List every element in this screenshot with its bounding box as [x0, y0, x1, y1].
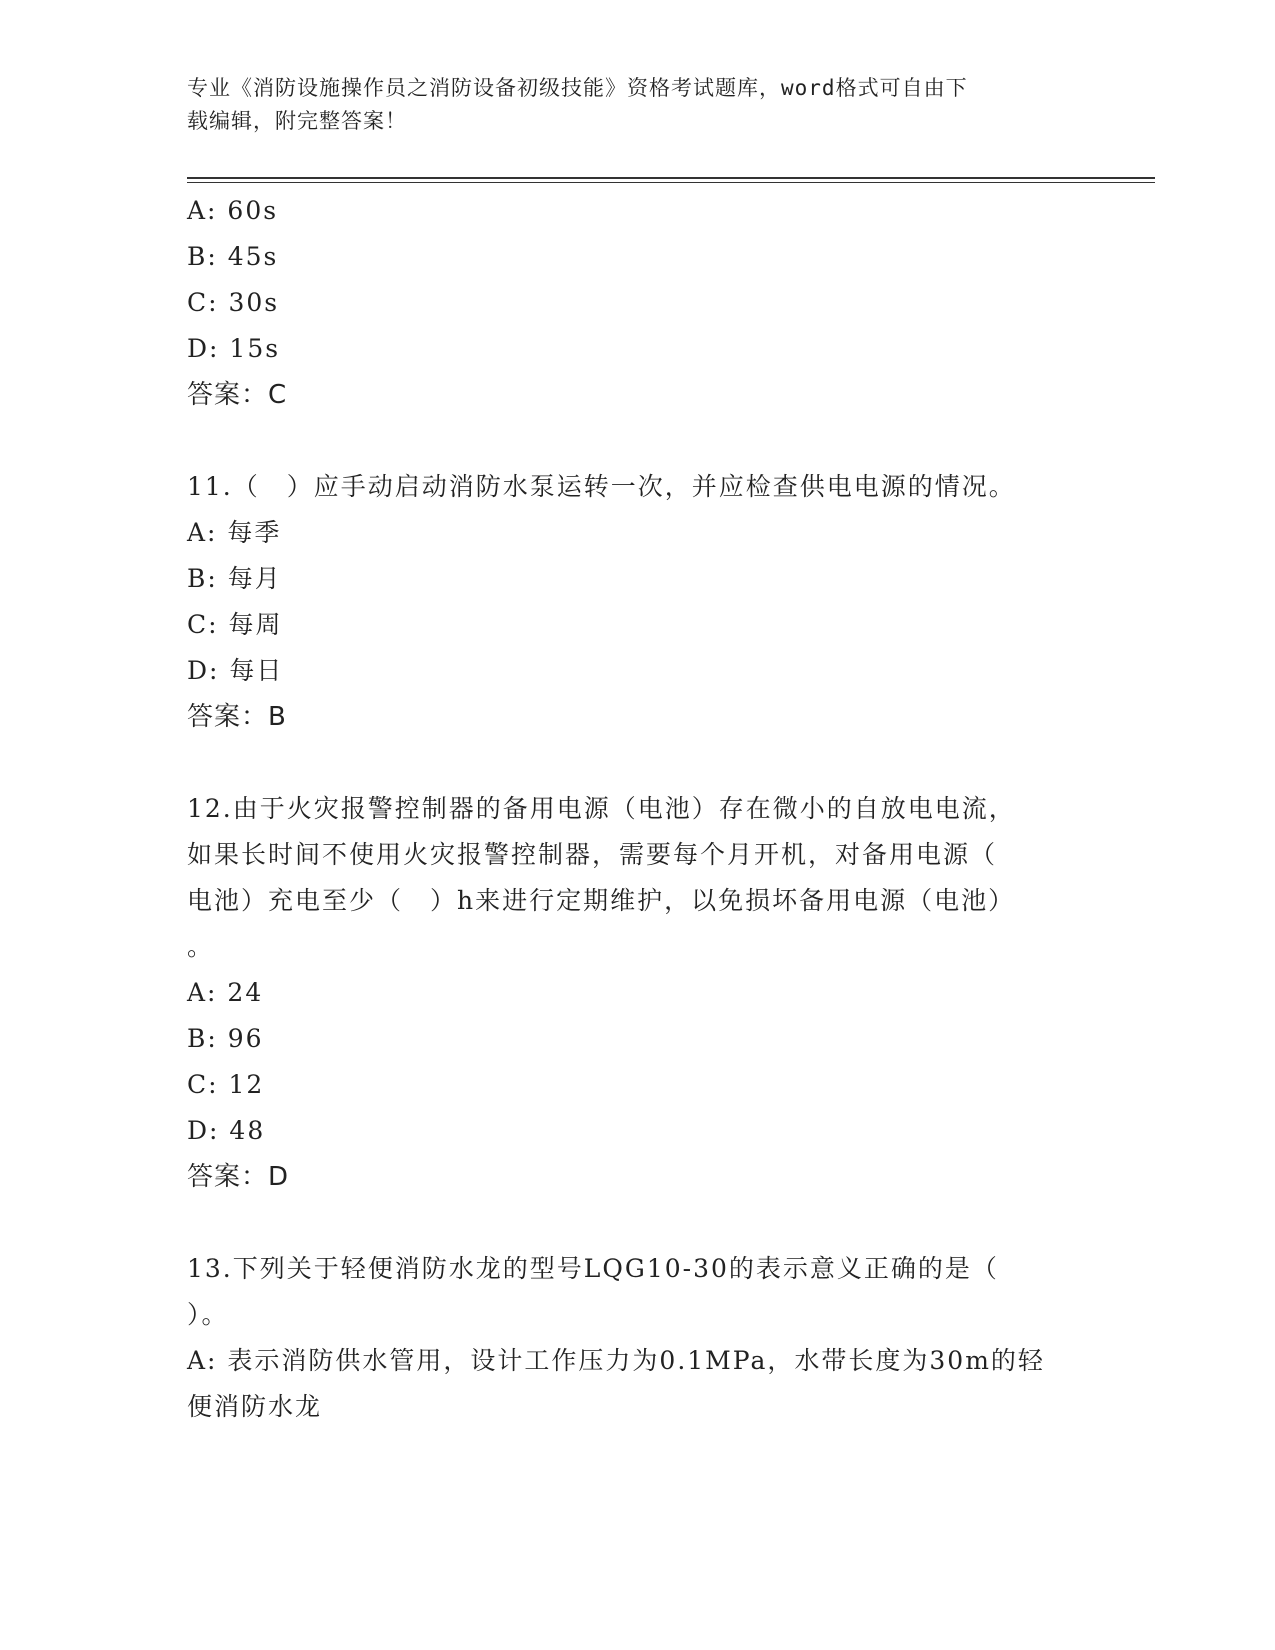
option-b: B: 45s: [187, 242, 279, 271]
question-stem-line-2: 如果长时间不使用火灾报警控制器，需要每个月开机，对备用电源（: [187, 840, 998, 869]
question-12: [187, 786, 1087, 1200]
question-stem-line-1: 13.下列关于轻便消防水龙的型号LQG10-30的表示意义正确的是（: [187, 1254, 999, 1283]
header-line-1: 专业《消防设施操作员之消防设备初级技能》资格考试题库，word格式可自由下: [187, 76, 968, 100]
header-divider-thin: [187, 182, 1155, 183]
option-a-line-1: A: 表示消防供水管用，设计工作压力为0.1MPa，水带长度为30m的轻: [187, 1346, 1045, 1375]
spacer: [187, 740, 1087, 786]
option-b: B: 96: [187, 1024, 264, 1053]
option-d: D: 15s: [187, 334, 281, 363]
spacer: [187, 418, 1087, 464]
option-d: D: 每日: [187, 656, 284, 685]
question-stem-line-4: 。: [187, 932, 215, 961]
option-a: A: 每季: [187, 518, 282, 547]
option-a: A: 60s: [187, 196, 279, 225]
option-a: A: 24: [187, 978, 264, 1007]
question-list: [187, 188, 1087, 1430]
header-line-2: 载编辑，附完整答案！: [187, 109, 407, 133]
answer: 答案：D: [187, 1162, 290, 1192]
answer: 答案：C: [187, 380, 288, 410]
question-13: [187, 1246, 1087, 1430]
option-c: C: 30s: [187, 288, 280, 317]
option-a-line-2: 便消防水龙: [187, 1392, 323, 1421]
answer: 答案：B: [187, 702, 287, 732]
question-stem-line-2: ）。: [187, 1300, 229, 1329]
option-b: B: 每月: [187, 564, 282, 593]
header-divider-thick: [187, 177, 1155, 179]
page-header: [187, 72, 1067, 138]
spacer: [187, 1200, 1087, 1246]
question-stem-line-3: 电池）充电至少（ ）h来进行定期维护，以免损坏备用电源（电池）: [187, 886, 1016, 915]
question-11: [187, 464, 1087, 740]
question-10: [187, 188, 1087, 418]
option-d: D: 48: [187, 1116, 266, 1145]
option-c: C: 12: [187, 1070, 265, 1099]
question-stem: 11.（ ）应手动启动消防水泵运转一次，并应检查供电电源的情况。: [187, 472, 1016, 501]
option-c: C: 每周: [187, 610, 283, 639]
question-stem-line-1: 12.由于火灾报警控制器的备用电源（电池）存在微小的自放电电流，: [187, 794, 1016, 823]
